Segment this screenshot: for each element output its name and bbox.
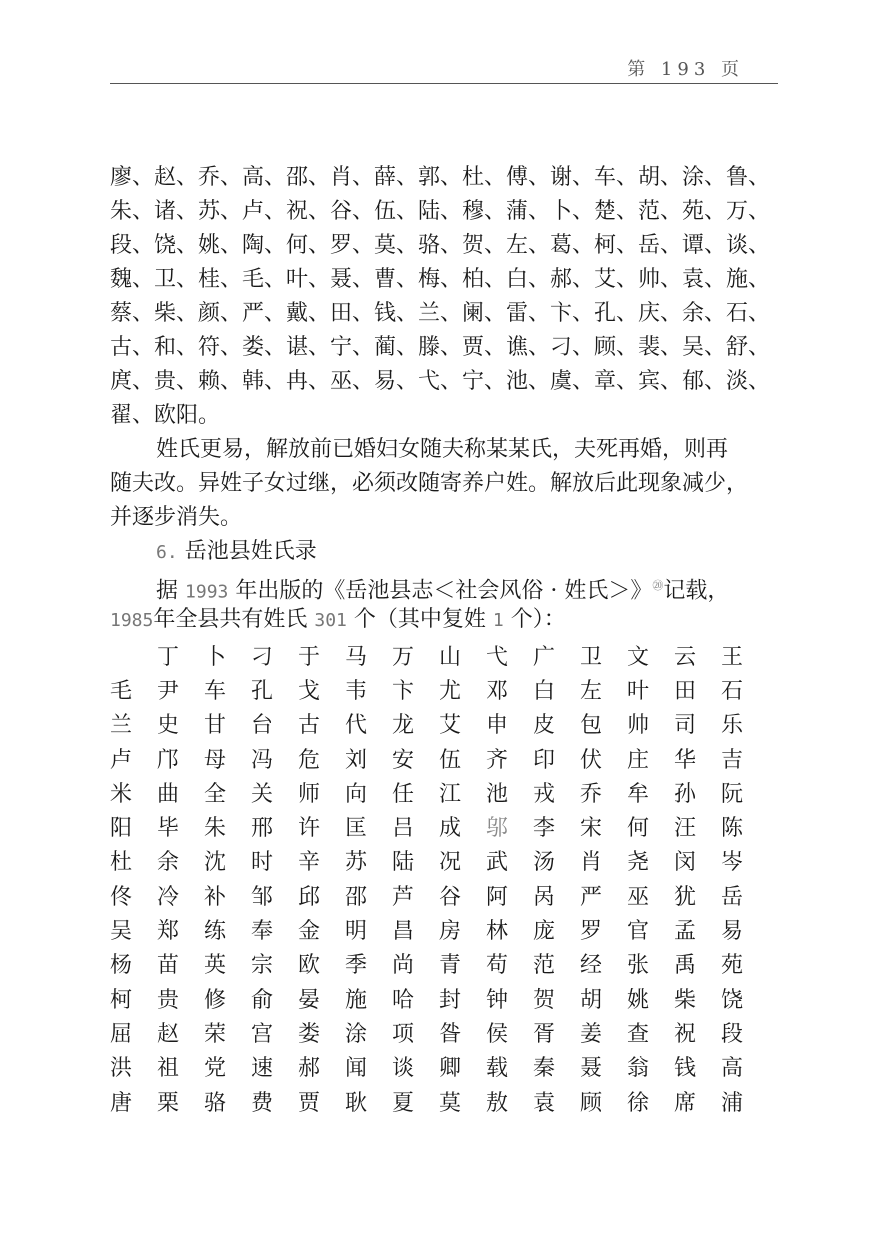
surname-cell: 石 xyxy=(721,678,744,704)
surname-cell: 任 xyxy=(392,781,415,807)
surname-cell: 岑 xyxy=(721,850,744,876)
surname-cell: 巫 xyxy=(627,884,650,910)
surname-cell: 毕 xyxy=(157,816,180,842)
surname-cell: 罗 xyxy=(580,919,603,945)
surname-cell: 英 xyxy=(204,953,227,979)
surname-cell: 左 xyxy=(580,678,603,704)
surname-cell: 赵 xyxy=(157,1021,180,1047)
intro-text: 记载， xyxy=(663,578,730,604)
surname-cell: 况 xyxy=(439,850,462,876)
surname-cell: 齐 xyxy=(486,747,509,773)
surname-cell: 晏 xyxy=(298,987,321,1013)
surname-cell: 车 xyxy=(204,678,227,704)
surname-cell: 龙 xyxy=(392,713,415,739)
surname-cell: 谷 xyxy=(439,884,462,910)
surname-grid-row xyxy=(110,1050,768,1084)
surname-cell: 尤 xyxy=(439,678,462,704)
surname-cell: 皮 xyxy=(533,713,556,739)
surname-cell: 阮 xyxy=(721,781,744,807)
surname-cell: 哈 xyxy=(392,987,415,1013)
surname-cell: 陆 xyxy=(392,850,415,876)
paragraph-line: 随夫改。异姓子女过继，必须改随寄养户姓。解放后此现象减少， xyxy=(110,471,749,496)
compound-count: 1 xyxy=(492,610,504,631)
surname-cell: 速 xyxy=(251,1056,274,1082)
surname-cell: 冯 xyxy=(251,747,274,773)
surname-cell: 印 xyxy=(533,747,556,773)
body-text xyxy=(110,161,778,637)
surname-cell: 宗 xyxy=(251,953,274,979)
surname-cell: 胥 xyxy=(533,1021,556,1047)
surname-cell: 邝 xyxy=(157,747,180,773)
intro-line-2 xyxy=(110,603,778,637)
surname-cell: 申 xyxy=(486,713,509,739)
surname-cell: 向 xyxy=(345,781,368,807)
surname-cell: 修 xyxy=(204,987,227,1013)
surname-cell: 宋 xyxy=(580,816,603,842)
surname-cell: 余 xyxy=(157,850,180,876)
surname-cell: 朱 xyxy=(204,816,227,842)
surname-cell: 尚 xyxy=(392,953,415,979)
surname-cell: 杜 xyxy=(110,850,133,876)
surname-cell: 华 xyxy=(674,747,697,773)
surname-cell: 费 xyxy=(251,1090,274,1116)
intro-year: 1985 xyxy=(110,610,154,631)
surname-line: 段、饶、姚、陶、何、罗、莫、骆、贺、左、葛、柯、岳、谭、谈、 xyxy=(110,233,771,258)
surname-cell: 犹 xyxy=(674,884,697,910)
surname-cell: 耿 xyxy=(345,1090,368,1116)
surname-cell: 白 xyxy=(533,678,556,704)
surname-grid-row xyxy=(110,707,768,741)
intro-line-1 xyxy=(110,569,778,603)
surname-cell: 甘 xyxy=(204,713,227,739)
surname-cell: 庞 xyxy=(533,919,556,945)
surname-cell: 陈 xyxy=(721,816,744,842)
section-title: 岳池县姓氏录 xyxy=(184,539,317,564)
surname-cell: 段 xyxy=(721,1021,744,1047)
surname-cell: 艾 xyxy=(439,713,462,739)
surname-line: 朱、诸、苏、卢、祝、谷、伍、陆、穆、蒲、卜、楚、范、苑、万、 xyxy=(110,199,771,224)
surname-cell: 佟 xyxy=(110,884,133,910)
surname-cell: 经 xyxy=(580,953,603,979)
intro-text: 据 xyxy=(156,578,179,604)
surname-cell: 刁 xyxy=(251,644,274,670)
surname-cell: 戈 xyxy=(298,678,321,704)
surname-line: 翟、欧阳。 xyxy=(110,403,221,428)
surname-cell: 兰 xyxy=(110,713,133,739)
surname-cell: 庄 xyxy=(627,747,650,773)
surname-cell: 岳 xyxy=(721,884,744,910)
surname-cell: 谈 xyxy=(392,1056,415,1082)
surname-cell: 严 xyxy=(580,884,603,910)
surname-cell: 胡 xyxy=(580,987,603,1013)
surname-cell: 徐 xyxy=(627,1090,650,1116)
surname-cell: 李 xyxy=(533,816,556,842)
surname-cell: 云 xyxy=(674,644,697,670)
surname-grid-row xyxy=(110,672,768,706)
surname-cell: 文 xyxy=(627,644,650,670)
surname-cell: 全 xyxy=(204,781,227,807)
surname-cell: 郑 xyxy=(157,919,180,945)
surname-cell: 官 xyxy=(627,919,650,945)
surname-cell: 师 xyxy=(298,781,321,807)
surname-line: 庹、贵、赖、韩、冉、巫、易、弋、宁、池、虞、章、宾、郁、淡、 xyxy=(110,369,771,394)
surname-cell: 辛 xyxy=(298,850,321,876)
paragraph-line: 并逐步消失。 xyxy=(110,505,243,530)
surname-cell: 危 xyxy=(298,747,321,773)
surname-cell: 弋 xyxy=(486,644,509,670)
surname-cell: 荣 xyxy=(204,1021,227,1047)
section-heading xyxy=(110,535,778,569)
surname-cell: 时 xyxy=(251,850,274,876)
surname-cell: 唐 xyxy=(110,1090,133,1116)
surname-cell: 于 xyxy=(298,644,321,670)
surname-cell: 吴 xyxy=(110,919,133,945)
surname-cell: 汪 xyxy=(674,816,697,842)
surname-cell: 沈 xyxy=(204,850,227,876)
surname-cell: 夏 xyxy=(392,1090,415,1116)
surname-cell: 俞 xyxy=(251,987,274,1013)
surname-cell: 林 xyxy=(486,919,509,945)
surname-cell: 姜 xyxy=(580,1021,603,1047)
surname-cell: 伏 xyxy=(580,747,603,773)
surname-cell: 阳 xyxy=(110,816,133,842)
surname-cell: 房 xyxy=(439,919,462,945)
surname-cell: 季 xyxy=(345,953,368,979)
surname-cell: 乔 xyxy=(580,781,603,807)
surname-cell: 安 xyxy=(392,747,415,773)
page-header xyxy=(110,55,778,84)
surname-cell: 柯 xyxy=(110,987,133,1013)
surname-cell: 乐 xyxy=(721,713,744,739)
surname-grid-row xyxy=(110,844,768,878)
surname-cell: 莫 xyxy=(439,1090,462,1116)
page-number: 第 193 页 xyxy=(627,59,744,80)
surname-line: 蔡、柴、颜、严、戴、田、钱、兰、阑、雷、卞、孔、庆、余、石、 xyxy=(110,301,771,326)
surname-cell: 苟 xyxy=(486,953,509,979)
surname-grid-row xyxy=(110,912,768,946)
surname-cell: 孔 xyxy=(251,678,274,704)
surname-cell: 补 xyxy=(204,884,227,910)
surname-cell: 肖 xyxy=(580,850,603,876)
surname-cell: 金 xyxy=(298,919,321,945)
surname-cell: 成 xyxy=(439,816,462,842)
surname-cell: 吕 xyxy=(392,816,415,842)
surname-cell: 苗 xyxy=(157,953,180,979)
surname-grid xyxy=(110,638,768,1118)
paragraph-line: 姓氏更易，解放前已婚妇女随夫称某某氏，夫死再婚，则再 xyxy=(156,437,729,462)
surname-grid-row xyxy=(110,775,768,809)
surname-cell: 苑 xyxy=(721,953,744,979)
surname-cell: 昌 xyxy=(392,919,415,945)
surname-cell: 广 xyxy=(533,644,556,670)
surname-cell: 项 xyxy=(392,1021,415,1047)
surname-line: 古、和、符、娄、谌、宁、蔺、滕、贾、谯、刁、顾、裴、吴、舒、 xyxy=(110,335,771,360)
surname-cell: 奉 xyxy=(251,919,274,945)
surname-cell: 卜 xyxy=(204,644,227,670)
surname-cell: 易 xyxy=(721,919,744,945)
surname-cell: 贾 xyxy=(298,1090,321,1116)
surname-cell: 席 xyxy=(674,1090,697,1116)
surname-cell: 卿 xyxy=(439,1056,462,1082)
surname-cell: 台 xyxy=(251,713,274,739)
surname-cell: 池 xyxy=(486,781,509,807)
surname-cell: 杨 xyxy=(110,953,133,979)
surname-cell: 包 xyxy=(580,713,603,739)
surname-cell: 许 xyxy=(298,816,321,842)
surname-cell: 马 xyxy=(345,644,368,670)
intro-text: 年出版的《岳池县志＜社会风俗 · 姓氏＞》 xyxy=(235,578,653,604)
surname-cell: 汤 xyxy=(533,850,556,876)
surname-cell: 祝 xyxy=(674,1021,697,1047)
surname-cell: 丁 xyxy=(157,644,180,670)
surname-cell: 邱 xyxy=(298,884,321,910)
surname-cell: 姚 xyxy=(627,987,650,1013)
surname-cell: 叶 xyxy=(627,678,650,704)
surname-cell: 伍 xyxy=(439,747,462,773)
surname-cell: 帅 xyxy=(627,713,650,739)
surname-cell: 万 xyxy=(392,644,415,670)
surname-cell: 浦 xyxy=(721,1090,744,1116)
surname-cell: 郝 xyxy=(298,1056,321,1082)
surname-cell: 饶 xyxy=(721,987,744,1013)
surname-grid-row xyxy=(110,981,768,1015)
surname-grid-row xyxy=(110,878,768,912)
surname-cell: 牟 xyxy=(627,781,650,807)
surname-cell: 范 xyxy=(533,953,556,979)
section-number: 6. xyxy=(156,542,178,563)
intro-text: 年全县共有姓氏 xyxy=(153,607,308,632)
intro-year: 1993 xyxy=(185,581,229,603)
surname-grid-row xyxy=(110,809,768,843)
surname-cell: 孟 xyxy=(674,919,697,945)
surname-cell: 查 xyxy=(627,1021,650,1047)
surname-cell: 吉 xyxy=(721,747,744,773)
surname-cell: 邹 xyxy=(251,884,274,910)
surname-cell: 尹 xyxy=(157,678,180,704)
surname-cell: 何 xyxy=(627,816,650,842)
surname-count: 301 xyxy=(314,610,347,631)
surname-cell: 闻 xyxy=(345,1056,368,1082)
surname-cell: 娄 xyxy=(298,1021,321,1047)
surname-cell: 翁 xyxy=(627,1056,650,1082)
surname-cell: 练 xyxy=(204,919,227,945)
surname-cell: 洪 xyxy=(110,1056,133,1082)
surname-cell: 刘 xyxy=(345,747,368,773)
surname-cell: 青 xyxy=(439,953,462,979)
surname-cell: 戎 xyxy=(533,781,556,807)
surname-cell: 司 xyxy=(674,713,697,739)
surname-cell: 王 xyxy=(721,644,744,670)
surname-cell: 敖 xyxy=(486,1090,509,1116)
surname-line: 廖、赵、乔、高、邵、肖、薛、郭、杜、傅、谢、车、胡、涂、鲁、 xyxy=(110,165,771,190)
surname-cell: 武 xyxy=(486,850,509,876)
surname-cell: 卢 xyxy=(110,747,133,773)
surname-cell: 关 xyxy=(251,781,274,807)
surname-cell: 代 xyxy=(345,713,368,739)
surname-cell: 田 xyxy=(674,678,697,704)
intro-text: 个）： xyxy=(510,607,566,632)
surname-cell: 施 xyxy=(345,987,368,1013)
surname-grid-row xyxy=(110,1015,768,1049)
surname-cell: 曲 xyxy=(157,781,180,807)
surname-cell: 载 xyxy=(486,1056,509,1082)
surname-cell: 闵 xyxy=(674,850,697,876)
surname-cell: 栗 xyxy=(157,1090,180,1116)
surname-cell: 禹 xyxy=(674,953,697,979)
surname-cell: 侯 xyxy=(486,1021,509,1047)
surname-cell: 屈 xyxy=(110,1021,133,1047)
surname-cell: 宫 xyxy=(251,1021,274,1047)
surname-cell: 山 xyxy=(439,644,462,670)
surname-cell: 明 xyxy=(345,919,368,945)
surname-cell: 毛 xyxy=(110,678,133,704)
surname-cell: 秦 xyxy=(533,1056,556,1082)
surname-cell: 邢 xyxy=(251,816,274,842)
surname-cell: 芦 xyxy=(392,884,415,910)
surname-cell: 钟 xyxy=(486,987,509,1013)
surname-cell: 卫 xyxy=(580,644,603,670)
surname-grid-row xyxy=(110,1084,768,1118)
surname-grid-row xyxy=(110,947,768,981)
surname-cell: 卞 xyxy=(392,678,415,704)
surname-cell: 柴 xyxy=(674,987,697,1013)
surname-cell: 母 xyxy=(204,747,227,773)
surname-cell: 尧 xyxy=(627,850,650,876)
surname-cell: 昝 xyxy=(439,1021,462,1047)
surname-cell: 邵 xyxy=(345,884,368,910)
surname-cell: 涂 xyxy=(345,1021,368,1047)
surname-cell: 匡 xyxy=(345,816,368,842)
surname-cell: 江 xyxy=(439,781,462,807)
surname-grid-row xyxy=(110,741,768,775)
surname-cell: 冷 xyxy=(157,884,180,910)
surname-cell: 贺 xyxy=(533,987,556,1013)
surname-cell: 袁 xyxy=(533,1090,556,1116)
surname-cell: 贵 xyxy=(157,987,180,1013)
surname-cell: 史 xyxy=(157,713,180,739)
intro-text: 个（其中复姓 xyxy=(353,607,486,632)
surname-cell: 阿 xyxy=(486,884,509,910)
surname-grid-row xyxy=(110,638,768,672)
surname-cell: 欧 xyxy=(298,953,321,979)
surname-cell: 孙 xyxy=(674,781,697,807)
surname-cell: 邬 xyxy=(486,816,509,842)
surname-cell: 苏 xyxy=(345,850,368,876)
surname-cell: 米 xyxy=(110,781,133,807)
surname-cell: 呙 xyxy=(533,884,556,910)
footnote-marker: ⑳ xyxy=(652,579,664,592)
surname-cell: 韦 xyxy=(345,678,368,704)
surname-cell: 顾 xyxy=(580,1090,603,1116)
surname-cell: 祖 xyxy=(157,1056,180,1082)
surname-cell: 封 xyxy=(439,987,462,1013)
surname-cell: 邓 xyxy=(486,678,509,704)
surname-cell: 高 xyxy=(721,1056,744,1082)
surname-cell: 骆 xyxy=(204,1090,227,1116)
surname-cell: 钱 xyxy=(674,1056,697,1082)
surname-cell: 党 xyxy=(204,1056,227,1082)
surname-cell: 聂 xyxy=(580,1056,603,1082)
surname-cell: 张 xyxy=(627,953,650,979)
surname-line: 魏、卫、桂、毛、叶、聂、曹、梅、柏、白、郝、艾、帅、袁、施、 xyxy=(110,267,771,292)
surname-cell: 古 xyxy=(298,713,321,739)
